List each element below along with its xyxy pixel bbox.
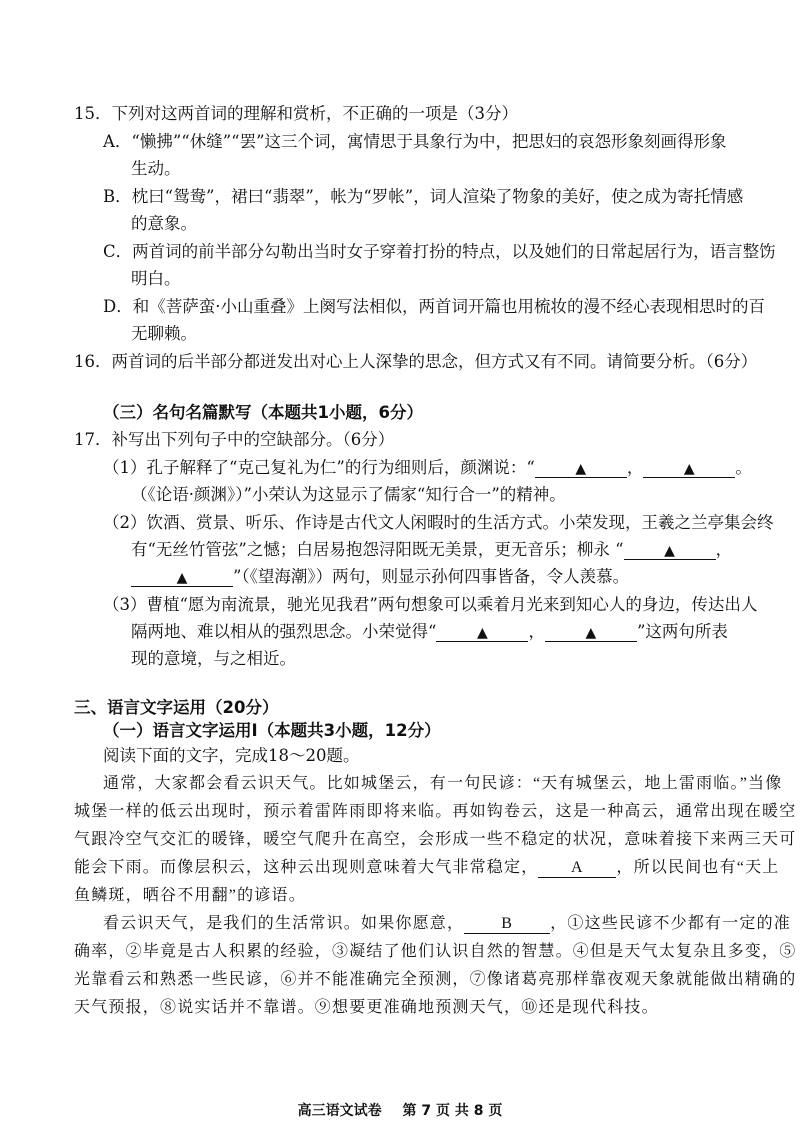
q15-option-a: A．“懒拂”“休缝”“罢”这三个词，寓情思于具象行为中，把思妇的哀怨形象刻画得形象 bbox=[103, 132, 727, 151]
q17-item-2-cont2: ▲ ”（《望海潮》）两句，则显示孙何四事皆备，令人羡慕。 bbox=[131, 566, 629, 588]
answer-blank[interactable]: ▲ bbox=[131, 568, 233, 587]
part-3-subsection-1: （一）语言文字运用Ⅰ（本题共3小题，12分） bbox=[103, 721, 441, 740]
passage-p2-line-2: 确率，②毕竟是古人积累的经验，③凝结了他们认识自然的智慧。④但是天气太复杂且多变，⑤ bbox=[74, 943, 797, 960]
part-3-title: 三、语言文字运用（20分） bbox=[74, 698, 279, 717]
blank-a[interactable]: A bbox=[538, 859, 616, 878]
passage-p1-line-5: 鱼鳞斑，晒谷不用翻”的谚语。 bbox=[74, 887, 306, 904]
answer-blank[interactable]: ▲ bbox=[436, 623, 528, 642]
q17-item-2-cont: 有“无丝竹管弦”之憾；白居易抱怨浔阳既无美景，更无音乐；柳永 “ ▲ ， bbox=[131, 540, 733, 559]
q15-option-d-cont: 无聊赖。 bbox=[131, 324, 197, 343]
answer-blank[interactable]: ▲ bbox=[624, 541, 716, 560]
q17-item-3-cont2: 现的意境，与之相近。 bbox=[131, 649, 296, 668]
q17-item-3-cont: 隔两地、难以相从的强烈思念。小荣觉得“ ▲ ， ▲ ”这两句所表 bbox=[131, 622, 728, 641]
passage-p1-line-2: 城堡一样的低云出现时，预示着雷阵雨即将来临。再如钩卷云，这是一种高云，通常出现在暖空 bbox=[74, 803, 797, 820]
section-3-title: （三）名句名篇默写（本题共1小题，6分） bbox=[103, 403, 423, 422]
q17-item-1: （1）孔子解释了“克己复礼为仁”的行为细则后，颜渊说：“ ▲ ， ▲ 。 bbox=[103, 458, 752, 477]
reading-instruction: 阅读下面的文字，完成18～20题。 bbox=[103, 746, 360, 765]
answer-blank[interactable]: ▲ bbox=[545, 623, 637, 642]
passage-p2-line-3: 光靠看云和熟悉一些民谚，⑥并不能准确完全预测，⑦像诸葛亮那样靠夜观天象就能做出精确的 bbox=[74, 971, 797, 988]
q17-item-3: （3）曹植“愿为南流景，驰光见我君”两句想象可以乘着月光来到知心人的身边，传达出人 bbox=[103, 595, 758, 614]
answer-blank[interactable]: ▲ bbox=[643, 459, 735, 478]
passage-p1-line-3: 气跟冷空气交汇的暖锋，暖空气爬升在高空，会形成一些不稳定的状况，意味着接下来两三天可 bbox=[74, 831, 797, 848]
exam-title: 高三语文试卷 bbox=[297, 1103, 382, 1119]
q15-stem: 15．下列对这两首词的理解和赏析，不正确的一项是（3分） bbox=[74, 104, 518, 123]
q15-option-b-cont: 的意象。 bbox=[131, 214, 197, 233]
q17-item-1-cont: （《论语·颜渊》）”小荣认为这显示了儒家“知行合一”的精神。 bbox=[131, 485, 566, 504]
q15-option-c-cont: 明白。 bbox=[131, 269, 181, 288]
page-footer bbox=[0, 1100, 800, 1120]
page-number: 第 7 页 共 8 页 bbox=[402, 1103, 503, 1119]
q16-stem: 16．两首词的后半部分都迸发出对心上人深挚的思念，但方式又有不同。请简要分析。（6分） bbox=[74, 352, 758, 371]
answer-blank[interactable]: ▲ bbox=[535, 459, 627, 478]
passage-p2-line-1: 看云识天气，是我们的生活常识。如果你愿意， B ，①这些民谚不少都有一定的准 bbox=[103, 915, 792, 932]
q17-item-2: （2）饮酒、赏景、听乐、作诗是古代文人闲暇时的生活方式。小荣发现，王羲之兰亭集会终 bbox=[103, 513, 774, 532]
q15-option-d: D．和《菩萨蛮·小山重叠》上阕写法相似，两首词开篇也用梳妆的漫不经心表现相思时的百 bbox=[103, 297, 765, 316]
q15-option-b: B．枕曰“鸳鸯”，裙曰“翡翠”，帐为“罗帐”，词人渲染了物象的美好，使之成为寄托情感 bbox=[103, 187, 744, 206]
q15-option-c: C．两首词的前半部分勾勒出当时女子穿着打扮的特点，以及她们的日常起居行为，语言整饬 bbox=[103, 242, 776, 261]
passage-p1-line-4: 能会下雨。而像层积云，这种云出现则意味着大气非常稳定， A ，所以民间也有“天上 bbox=[74, 859, 780, 876]
blank-b[interactable]: B bbox=[464, 915, 550, 934]
passage-p2-line-4: 天气预报，⑧说实话并不靠谱。⑨想要更准确地预测天气，⑩还是现代科技。 bbox=[74, 999, 659, 1016]
passage-p1-line-1: 通常，大家都会看云识天气。比如城堡云，有一句民谚：“天有城堡云，地上雷雨临。”当像 bbox=[103, 775, 783, 792]
q15-option-a-cont: 生动。 bbox=[131, 159, 181, 178]
q17-stem: 17．补写出下列句子中的空缺部分。（6分） bbox=[74, 430, 395, 449]
